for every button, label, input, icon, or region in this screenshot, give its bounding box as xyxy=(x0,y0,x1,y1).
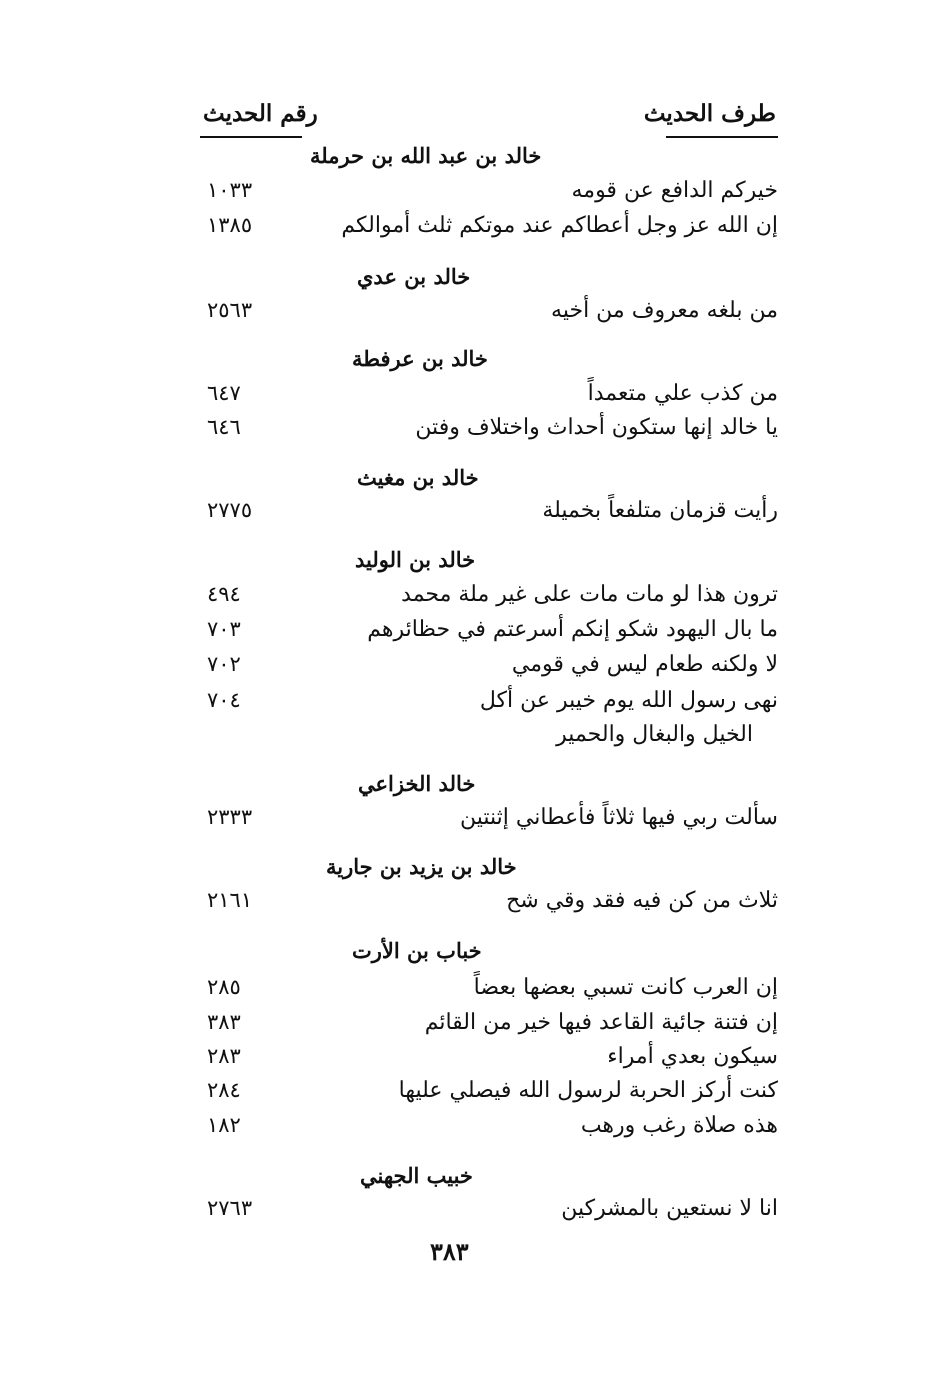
hadith-text-continuation: الخيل والبغال والحمير xyxy=(556,722,753,747)
hadith-text: إن العرب كانت تسبي بعضها بعضاً xyxy=(473,975,778,1000)
hadith-text: سألت ربي فيها ثلاثاً فأعطاني إثنتين xyxy=(459,805,778,830)
hadith-text: ما بال اليهود شكو إنكم أسرعتم في حظائرهم xyxy=(367,617,778,642)
narrator-heading: خالد بن يزيد بن جارية xyxy=(326,854,517,879)
hadith-text: هذه صلاة رغب ورهب xyxy=(580,1113,778,1138)
hadith-number: ٢٨٤ xyxy=(207,1078,241,1102)
hadith-text: رأيت قزمان متلفعاً بخميلة xyxy=(542,498,778,523)
page-number: ٣٨٣ xyxy=(430,1237,469,1266)
narrator-heading: خالد بن مغيث xyxy=(357,465,479,490)
hadith-number: ٢٧٦٣ xyxy=(207,1196,253,1220)
hadith-number: ٢٧٧٥ xyxy=(207,498,253,522)
hadith-number: ١٨٢ xyxy=(207,1113,241,1137)
hadith-text: من كذب علي متعمداً xyxy=(587,381,778,406)
narrator-heading: خباب بن الأرت xyxy=(352,938,482,963)
hadith-text: إن الله عز وجل أعطاكم عند موتكم ثلث أموالكم xyxy=(341,213,778,238)
narrator-heading: خالد الخزاعي xyxy=(358,771,476,796)
header-underline-right xyxy=(666,136,778,138)
hadith-text: يا خالد إنها ستكون أحداث واختلاف وفتن xyxy=(415,415,778,440)
hadith-number: ٤٩٤ xyxy=(207,582,241,606)
hadith-text: خيركم الدافع عن قومه xyxy=(571,178,778,203)
hadith-number: ٦٤٦ xyxy=(207,415,241,439)
column-header-hadith-text: طرف الحديث xyxy=(643,100,776,127)
hadith-number: ٧٠٤ xyxy=(207,688,241,712)
hadith-number: ٣٨٣ xyxy=(207,1010,241,1034)
hadith-number: ٢٣٣٣ xyxy=(207,805,253,829)
hadith-number: ٢١٦١ xyxy=(207,888,253,912)
hadith-text: من بلغه معروف من أخيه xyxy=(551,298,778,323)
hadith-number: ٢٨٥ xyxy=(207,975,241,999)
hadith-text: كنت أركز الحربة لرسول الله فيصلي عليها xyxy=(398,1078,778,1103)
narrator-heading: خالد بن الوليد xyxy=(355,547,476,572)
hadith-number: ٦٤٧ xyxy=(207,381,241,405)
narrator-heading: خالد بن عرفطة xyxy=(352,346,488,371)
narrator-heading: خبيب الجهني xyxy=(360,1163,473,1188)
narrator-heading: خالد بن عدي xyxy=(357,264,471,289)
hadith-number: ٧٠٢ xyxy=(207,652,241,676)
hadith-text: نهى رسول الله يوم خيبر عن أكل xyxy=(479,688,778,713)
hadith-number: ٧٠٣ xyxy=(207,617,241,641)
header-underline-left xyxy=(200,136,302,138)
hadith-number: ١٠٣٣ xyxy=(207,178,253,202)
hadith-text: ثلاث من كن فيه فقد وقي شح xyxy=(506,888,778,913)
hadith-text: سيكون بعدي أمراء xyxy=(607,1044,778,1069)
column-header-hadith-number: رقم الحديث xyxy=(203,100,318,127)
hadith-text: لا ولكنه طعام ليس في قومي xyxy=(511,652,778,677)
hadith-number: ٢٨٣ xyxy=(207,1044,241,1068)
hadith-text: انا لا نستعين بالمشركين xyxy=(561,1196,778,1221)
narrator-heading: خالد بن عبد الله بن حرملة xyxy=(310,143,542,168)
hadith-text: ترون هذا لو مات مات على غير ملة محمد xyxy=(401,582,778,607)
hadith-number: ١٣٨٥ xyxy=(207,213,253,237)
hadith-text: إن فتنة جائية القاعد فيها خير من القائم xyxy=(424,1010,778,1035)
hadith-number: ٢٥٦٣ xyxy=(207,298,253,322)
